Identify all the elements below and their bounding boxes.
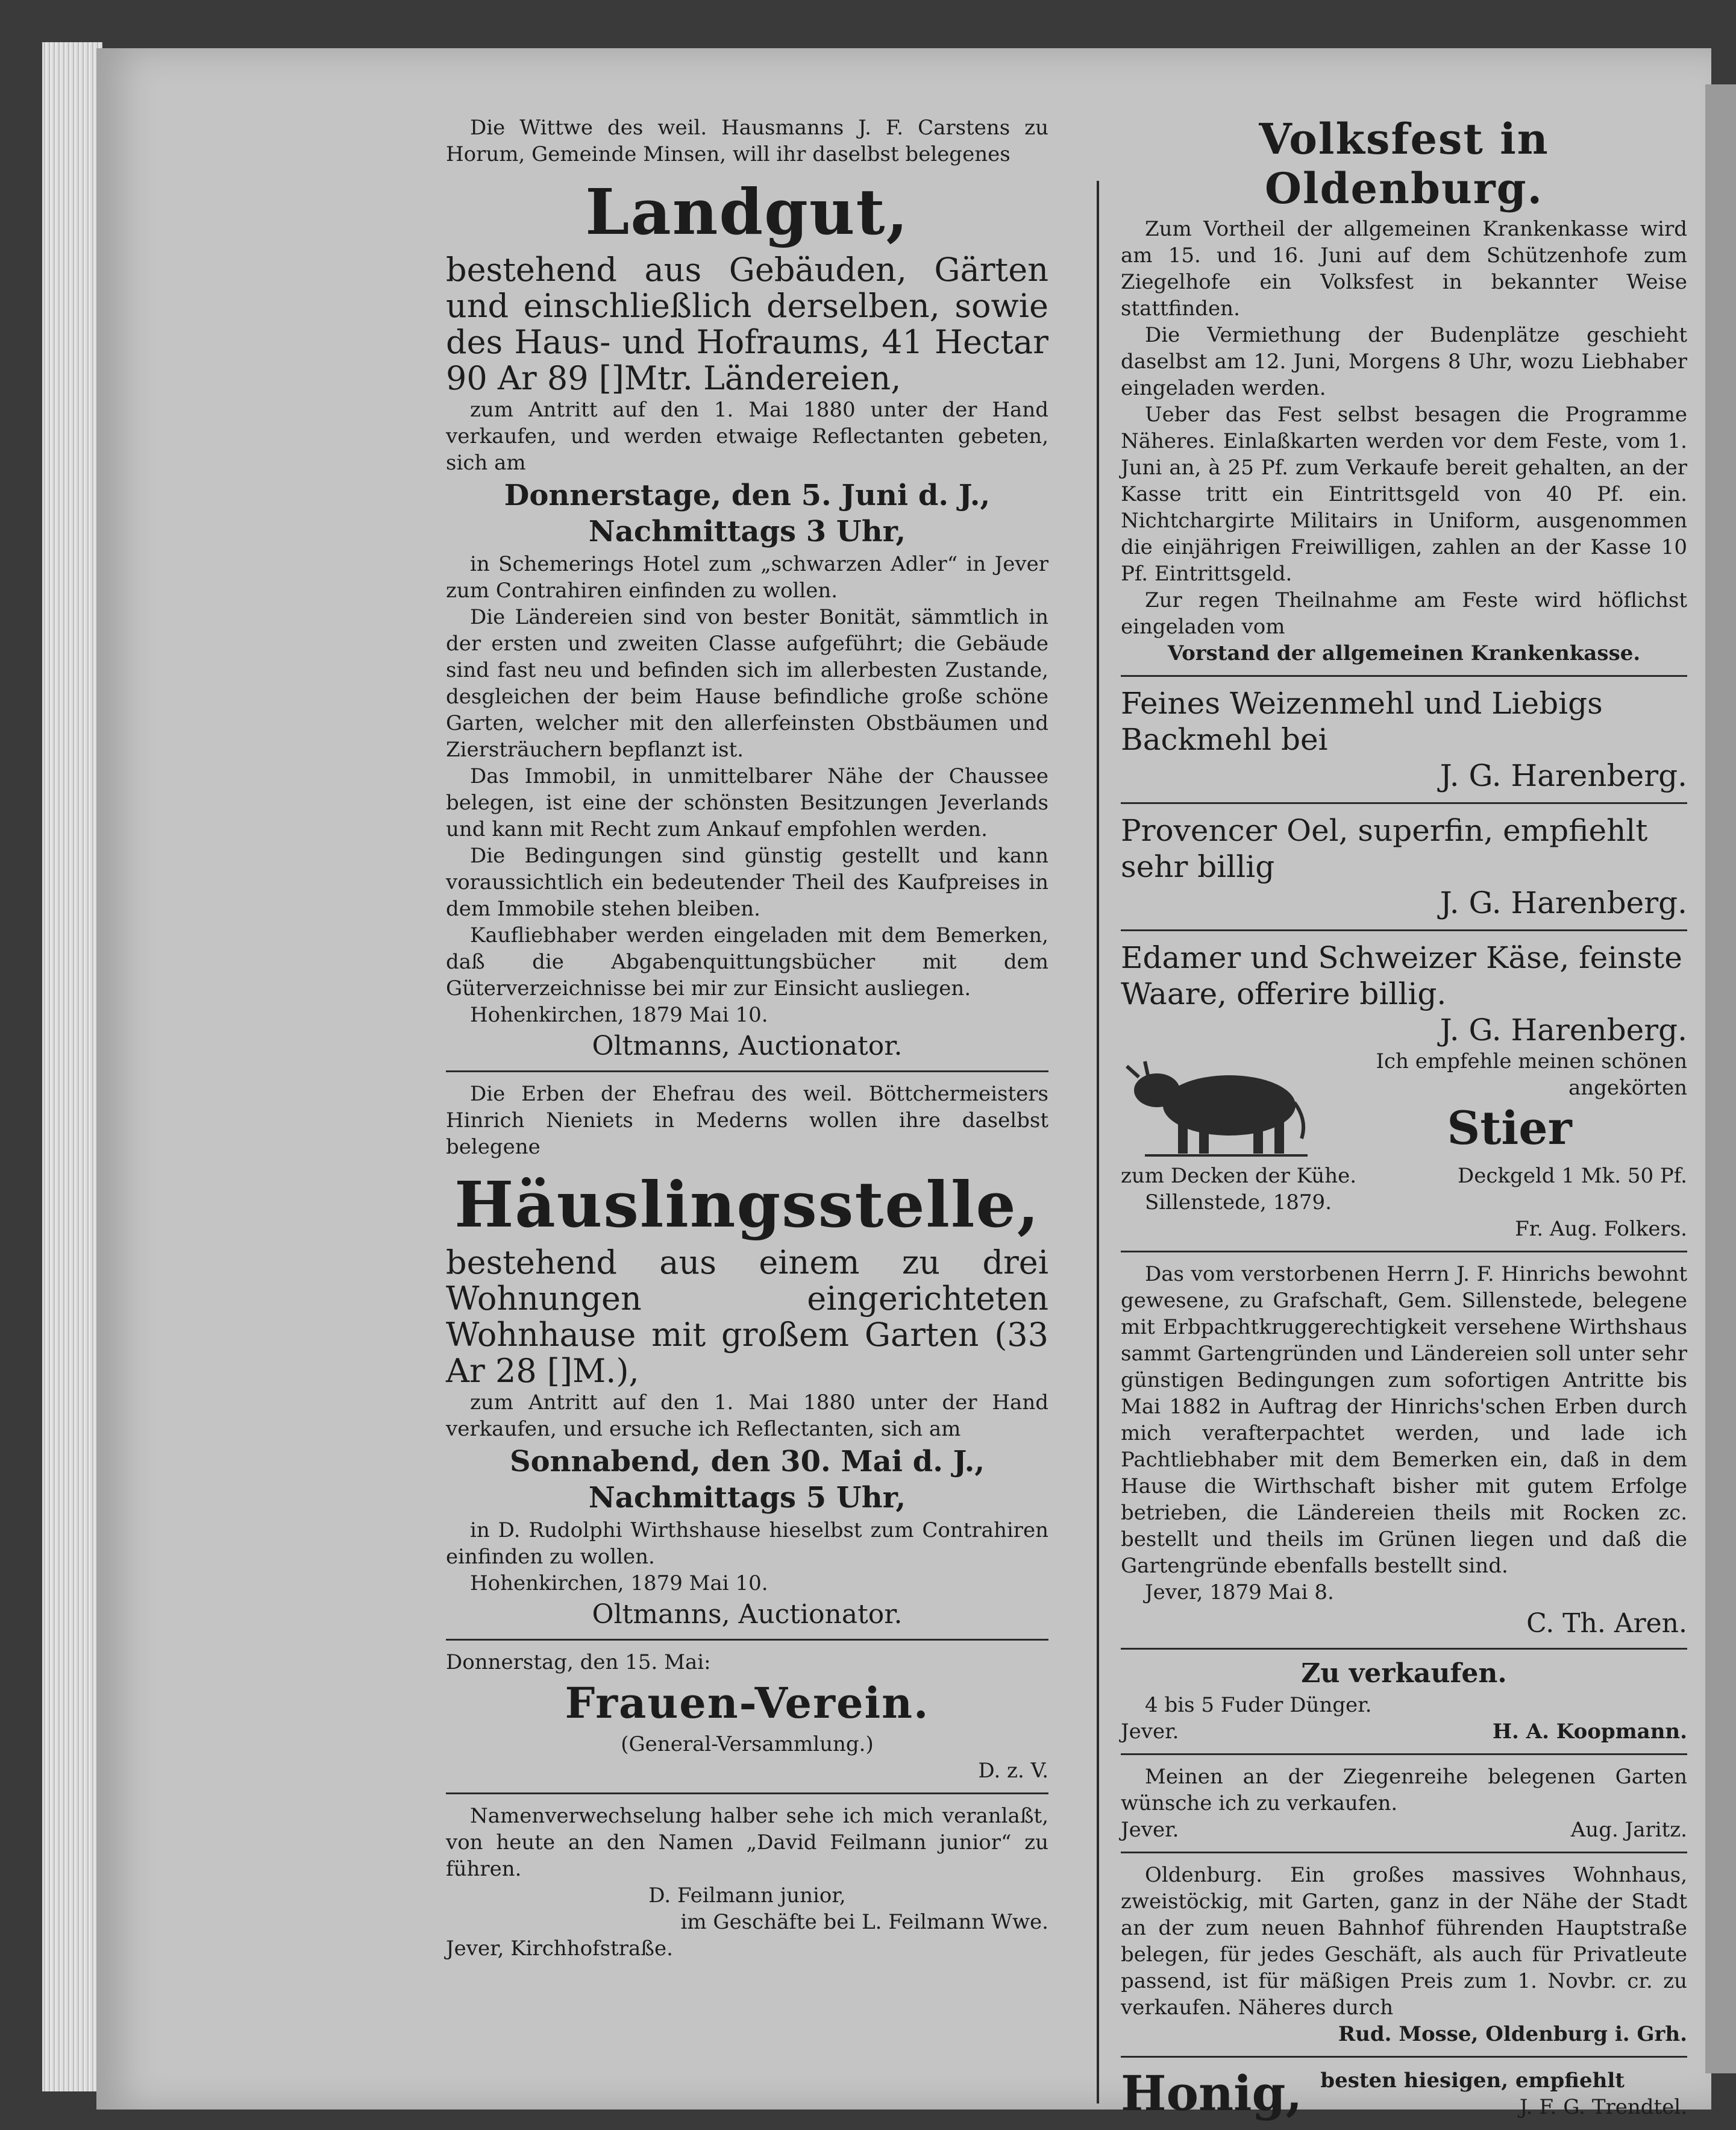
ad-kaese xyxy=(1121,940,1687,1048)
ad-provencer-oel xyxy=(1121,812,1687,921)
stier-line-row xyxy=(1121,1163,1687,1189)
haeusling-date: Sonnabend, den 30. Mai d. J., xyxy=(509,1445,985,1478)
rule xyxy=(446,1070,1048,1072)
book-page-edges xyxy=(42,42,102,2091)
kaese-text: Edamer und Schweizer Käse, feinste Waare, offerire billig. xyxy=(1121,940,1682,1011)
landgut-time: Nachmittags 3 Uhr, xyxy=(588,515,906,548)
bull-illustration xyxy=(1121,1048,1320,1163)
honig-sig: J. F. G. Trendtel. xyxy=(1519,2095,1687,2119)
volksfest-p4: Zur regen Theilnahme am Feste wird höflichst eingeladen vom xyxy=(1121,588,1687,639)
ad-haeuslingsstelle xyxy=(446,1081,1048,1630)
ad-frauen-verein xyxy=(446,1649,1048,1784)
ad-zu-verkaufen xyxy=(1121,1658,1687,1745)
landgut-p4: Kaufliebhaber werden eingeladen mit dem Bemerken, daß die Abgabenquittungsbücher mit dem Güterverzeichnisse bei mir zur Einsicht ausliegen. xyxy=(446,923,1048,1001)
ad-honig xyxy=(1121,2066,1687,2120)
volksfest-p2: Die Vermiethung der Budenplätze geschieht daselbst am 12. Juni, Morgens 8 Uhr, wozu Liebhaber eingeladen werden. xyxy=(1121,323,1687,400)
rule xyxy=(1121,2056,1687,2058)
landgut-terms: zum Antritt auf den 1. Mai 1880 unter der Hand verkaufen, und werden etwaige Reflectanten gebeten, sich am xyxy=(446,398,1048,475)
rule xyxy=(1121,1648,1687,1650)
frauen-sig: D. z. V. xyxy=(978,1759,1048,1783)
verkaufen-sig: H. A. Koopmann. xyxy=(1492,1720,1687,1744)
rule xyxy=(1121,1753,1687,1755)
volksfest-p3: Ueber das Fest selbst besagen die Programme Näheres. Einlaßkarten werden vor dem Feste, vom 1. Juni an, à 25 Pf. zum Verkaufe bereit gehalten, an der Kasse tritt ein Eintrittsgeld von 40 Pf. ein. Nichtchargirte Militairs in Uniform, ausgenommen die einjährigen Freiwilligen, zahlen an der Kasse 10 Pf. Eintrittsgeld. xyxy=(1121,403,1687,586)
landgut-desc: bestehend aus Gebäuden, Gärten und einschließlich derselben, sowie des Haus- und Hofraums, 41 Hectar 90 Ar 89 []Mtr. Ländereien, xyxy=(446,251,1048,397)
rule xyxy=(1121,1852,1687,1853)
wohnhaus-sig: Rud. Mosse, Oldenburg i. Grh. xyxy=(1338,2022,1687,2046)
haeusling-time: Nachmittags 5 Uhr, xyxy=(588,1481,906,1515)
rule xyxy=(1121,1251,1687,1252)
feilmann-text: Namenverwechselung halber sehe ich mich veranlaßt, von heute an den Namen „David Feilmann junior“ zu führen. xyxy=(446,1804,1048,1881)
wirthshaus-sig: C. Th. Aren. xyxy=(1526,1608,1687,1639)
oel-text: Provencer Oel, superfin, empfiehlt sehr billig xyxy=(1121,813,1648,884)
rule xyxy=(1121,675,1687,677)
ad-garten xyxy=(1121,1764,1687,1843)
volksfest-sig: Vorstand der allgemeinen Krankenkasse. xyxy=(1167,641,1641,665)
garten-sig: Aug. Jaritz. xyxy=(1570,1818,1687,1842)
verkaufen-footer xyxy=(1121,1718,1687,1745)
landgut-signature: Oltmanns, Auctionator. xyxy=(592,1031,903,1061)
feilmann-name: D. Feilmann junior, xyxy=(648,1883,846,1908)
haeusling-intro: Die Erben der Ehefrau des weil. Böttchermeisters Hinrich Nieniets in Mederns wollen ihre daselbst belegene xyxy=(446,1082,1048,1159)
frauen-title: Frauen-Verein. xyxy=(565,1678,930,1728)
landgut-date: Donnerstage, den 5. Juni d. J., xyxy=(504,479,991,512)
weizenmehl-sig: J. G. Harenberg. xyxy=(1440,758,1687,793)
ad-feilmann xyxy=(446,1803,1048,1962)
garten-footer xyxy=(1121,1817,1687,1843)
haeusling-desc: bestehend aus einem zu drei Wohnungen eingerichteten Wohnhause mit großem Garten (33 Ar 28 []M.), xyxy=(446,1243,1048,1390)
stier-place: Sillenstede, 1879. xyxy=(1145,1190,1332,1214)
stier-sig: Fr. Aug. Folkers. xyxy=(1515,1217,1687,1241)
stier-fee: Deckgeld 1 Mk. 50 Pf. xyxy=(1458,1164,1687,1188)
column-divider xyxy=(1097,181,1099,2103)
right-column xyxy=(1121,115,1687,2120)
wirthshaus-text: Das vom verstorbenen Herrn J. F. Hinrichs bewohnt gewesene, zu Grafschaft, Gem. Sillenstede, belegene mit Erbpachtkruggerechtigkeit versehene Wirthshaus sammt Gartengründen und Ländereien soll unter sehr günstigen Bedingungen zum sofortigen Antritte bis Mai 1882 in Auftrag der Hinrichs'schen Erben durch mich verafterpachtet werden, und lade ich Pachtliebhaber mit dem Bemerken ein, daß in dem Hause die Wirthschaft bisher mit gutem Erfolge betrieben, die Ländereien theils mit Rocken zc. bestellt und theils im Grünen liegen und daß die Gartengründe ebenfalls bestellt sind. xyxy=(1121,1262,1687,1578)
rule xyxy=(446,1639,1048,1641)
landgut-dateline: Hohenkirchen, 1879 Mai 10. xyxy=(470,1003,768,1027)
kaese-sig: J. G. Harenberg. xyxy=(1440,1013,1687,1048)
verkaufen-title: Zu verkaufen. xyxy=(1301,1658,1507,1689)
stier-line: zum Decken der Kühe. xyxy=(1121,1164,1357,1188)
ad-volksfest xyxy=(1121,115,1687,667)
ad-wohnhaus xyxy=(1121,1862,1687,2047)
haeusling-title: Häuslingsstelle, xyxy=(454,1167,1040,1242)
honig-title: Honig, xyxy=(1121,2065,1303,2122)
haeusling-place: in D. Rudolphi Wirthshause hieselbst zum Contrahiren einfinden zu wollen. xyxy=(446,1518,1048,1569)
wirthshaus-dateline: Jever, 1879 Mai 8. xyxy=(1145,1580,1334,1604)
weizenmehl-text: Feines Weizenmehl und Liebigs Backmehl bei xyxy=(1121,686,1603,757)
volksfest-p1: Zum Vortheil der allgemeinen Krankenkasse wird am 15. und 16. Juni auf dem Schützenhofe zum Ziegelhofe ein Volksfest in bekannter Weise stattfinden. xyxy=(1121,217,1687,321)
garten-text: Meinen an der Ziegenreihe belegenen Garten wünsche ich zu verkaufen. xyxy=(1121,1765,1687,1815)
landgut-p1: Die Ländereien sind von bester Bonität, sämmtlich in der ersten und zweiten Classe aufgeführt; die Gebäude sind fast neu und befinden sich im allerbesten Zustande, desgleichen der beim Hause befindliche große schöne Garten, welcher mit den allerfeinsten Obstbäumen und Ziersträuchern bepflanzt ist. xyxy=(446,605,1048,762)
haeusling-signature: Oltmanns, Auctionator. xyxy=(592,1599,903,1630)
ad-stier xyxy=(1121,1048,1687,1242)
stier-title: Stier xyxy=(1447,1101,1572,1155)
ad-wirthshaus xyxy=(1121,1261,1687,1639)
wohnhaus-text: Oldenburg. Ein großes massives Wohnhaus, zweistöckig, mit Garten, ganz in der Nähe der Stadt an der zum neuen Bahnhof führenden Hauptstraße belegen, für jedes Geschäft, als auch für Privatleute passend, ist für mäßigen Preis zum 1. Novbr. cr. zu verkaufen. Näheres durch xyxy=(1121,1863,1687,2020)
frauen-sub: (General-Versammlung.) xyxy=(621,1732,874,1756)
verkaufen-text: 4 bis 5 Fuder Dünger. xyxy=(1145,1693,1372,1717)
ad-weizenmehl xyxy=(1121,685,1687,794)
rule xyxy=(446,1792,1048,1794)
feilmann-shop: im Geschäfte bei L. Feilmann Wwe. xyxy=(680,1910,1048,1934)
volksfest-title: Volksfest in Oldenburg. xyxy=(1259,114,1549,213)
landgut-p2: Das Immobil, in unmittelbarer Nähe der Chaussee belegen, ist eine der schönsten Besitzungen Jeverlands und kann mit Recht zum Ankauf empfohlen werden. xyxy=(446,764,1048,841)
ad-landgut xyxy=(446,115,1048,1062)
haeusling-dateline: Hohenkirchen, 1879 Mai 10. xyxy=(470,1571,768,1595)
haeusling-terms: zum Antritt auf den 1. Mai 1880 unter der Hand verkaufen, und ersuche ich Reflectanten, sich am xyxy=(446,1390,1048,1441)
rule xyxy=(1121,929,1687,931)
landgut-title: Landgut, xyxy=(585,175,909,249)
honig-body xyxy=(1320,2067,1687,2120)
left-column xyxy=(446,115,1048,1962)
stier-intro: Ich empfehle meinen schönen angekörten xyxy=(1376,1049,1687,1100)
landgut-place: in Schemerings Hotel zum „schwarzen Adler“ in Jever zum Contrahiren einfinden zu wollen. xyxy=(446,552,1048,603)
honig-text: besten hiesigen, empfiehlt xyxy=(1320,2069,1625,2093)
facing-page-edge xyxy=(1705,84,1736,2073)
verkaufen-place: Jever. xyxy=(1121,1720,1179,1744)
landgut-intro: Die Wittwe des weil. Hausmanns J. F. Carstens zu Horum, Gemeinde Minsen, will ihr daselbst belegenes xyxy=(446,116,1048,166)
rule xyxy=(1121,802,1687,804)
landgut-p3: Die Bedingungen sind günstig gestellt und kann voraussichtlich ein bedeutender Theil des Kaufpreises in dem Immobile stehen bleiben. xyxy=(446,844,1048,921)
feilmann-addr: Jever, Kirchhofstraße. xyxy=(446,1937,673,1961)
frauen-date: Donnerstag, den 15. Mai: xyxy=(446,1650,711,1674)
oel-sig: J. G. Harenberg. xyxy=(1440,885,1687,920)
garten-place: Jever. xyxy=(1121,1818,1179,1842)
